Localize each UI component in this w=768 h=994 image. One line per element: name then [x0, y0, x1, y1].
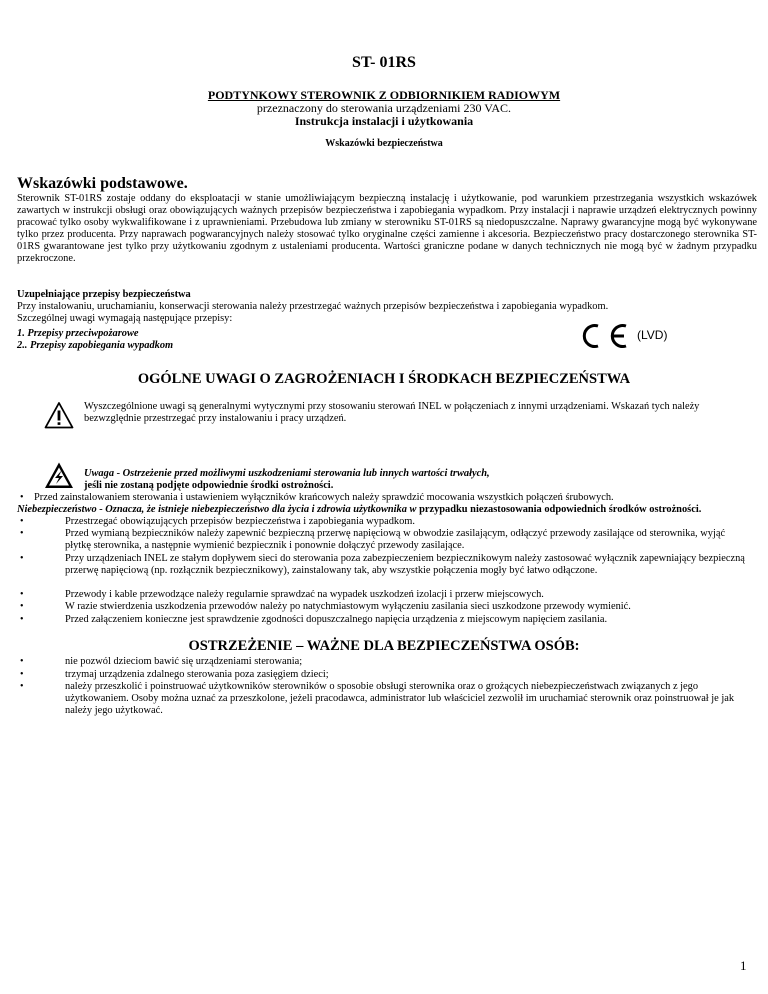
- product-name: PODTYNKOWY STEROWNIK Z ODBIORNIKIEM RADIOWYM: [207, 88, 561, 102]
- bullet-icon: •: [20, 492, 24, 503]
- list-item: W razie stwierdzenia uszkodzenia przewodów należy po natychmiastowym wyłączeniu zasilania sieci uszkodzone przewody wymienić.: [65, 601, 631, 612]
- manual-title: Instrukcja instalacji i użytkowania: [294, 114, 474, 128]
- document-title: ST- 01RS: [352, 54, 416, 71]
- warning-note: [84, 468, 756, 492]
- list-item: Przewody i kable przewodzące należy regularnie sprawdzać na wypadek uszkodzeń izolacji i przerw miejscowych.: [65, 589, 544, 600]
- warning-line2: jeśli nie zostaną podjęte odpowiednie środki ostrożności.: [84, 480, 334, 491]
- lvd-label: (LVD): [637, 328, 668, 342]
- list-item: Przed załączeniem konieczne jest sprawdzenie zgodności dopuszczalnego napięcia urządzenia z miejscowym napięciem zasilania.: [65, 614, 608, 625]
- bullet-icon: •: [20, 614, 24, 625]
- electric-hazard-icon: [44, 461, 74, 489]
- danger-note: [17, 504, 757, 516]
- basic-heading: Wskazówki podstawowe.: [17, 175, 188, 192]
- page-number: 1: [740, 958, 747, 973]
- safety-label: Wskazówki bezpieczeństwa: [325, 138, 443, 149]
- warning-triangle-icon: [44, 401, 74, 429]
- warning-line1: Uwaga - Ostrzeżenie przed możliwymi uszkodzeniami sterowania lub innych wartości trwałych,: [84, 468, 490, 479]
- basic-paragraph: Sterownik ST-01RS zostaje oddany do eksploatacji w stanie umożliwiającym bezpieczną instalację i użytkowanie, pod warunkiem przestrzegania wszystkich wskazówek zawartych w instrukcji obsługi oraz obowiązujących ważnych przepisów bezpieczeństwa i zapobiegania wypadkom. Przy instalacji i naprawie urządzeń elektrycznych powinny pracować tylko osoby wykwalifikowane i z uprawnieniami. Przebudowa lub zmiany w sterowniku ST-01RS są niedopuszczalne. Naprawy gwarancyjne mogą być wykonywane tylko przez producenta. Przy naprawach pogwarancyjnych należy stosować tylko oryginalne części zamienne i akcesoria. Bezpieczeństwo pracy dostarczonego sterownika ST-01RS gwarantowane jest tylko przy użytkowaniu zgodnym z ustaleniami producenta. Wartości graniczne podane w danych technicznych nie mogą być w żadnym przypadku przekroczone.: [17, 193, 757, 264]
- law-accident: 2.. Przepisy zapobiegania wypadkom: [17, 340, 174, 351]
- general-intro: Wyszczególnione uwagi są generalnymi wytycznymi przy stosowaniu sterowań INEL w połączeniach z innymi urządzeniami. Wskazań tych należy bezwzględnie przestrzegać przy instalowaniu i pracy urządzeń.: [84, 401, 700, 424]
- attention-text: Szczególnej uwagi wymagają następujące przepisy:: [17, 313, 233, 324]
- bullet-icon: •: [20, 656, 24, 667]
- supplement-text: Przy instalowaniu, uruchamianiu, konserwacji sterowania należy przestrzegać ważnych przepisów bezpieczeństwa i zapobiegania wypadkom.: [17, 301, 609, 312]
- list-item: trzymaj urządzenia zdalnego sterowania poza zasięgiem dzieci;: [65, 669, 329, 680]
- list-item: Przy urządzeniach INEL ze stałym dopływem sieci do sterowania poza zabezpieczeniem bezpiecznikowym należy zastosować wyłącznik zapewniający bezpieczną przerwę napięciową (np. rozłącznik bezpiecznikowy), zainstalowany tak, aby wszystkie połączenia mogły być łatwo odłączone.: [65, 553, 745, 576]
- ce-mark-icon: [578, 323, 636, 349]
- list-item: należy przeszkolić i poinstruować użytkowników sterowników o sposobie obsługi sterownika oraz o grożących niebezpieczeństwach związanych z jego użytkowaniem. Osoby można uznać za przeszkolone, jeżeli pracodawca, administrator lub właściciel zezwolił im uruchamiać sterownik oraz poinstruował je jak należy jego użytkować.: [65, 681, 735, 716]
- persons-heading: OSTRZEŻENIE – WAŻNE DLA BEZPIECZEŃSTWA OSÓB:: [188, 638, 580, 654]
- bullet-icon: •: [20, 681, 24, 692]
- danger-rest: przypadku niezastosowania odpowiednich środków ostrożności.: [416, 504, 702, 515]
- supplement-heading: Uzupełniające przepisy bezpieczeństwa: [17, 289, 191, 300]
- list-item: nie pozwól dzieciom bawić się urządzeniami sterowania;: [65, 656, 303, 667]
- bullet-before-install: Przed zainstalowaniem sterowania i ustawieniem wyłączników krańcowych należy sprawdzić mocowania wszystkich połączeń śrubowych.: [34, 492, 614, 503]
- bullet-icon: •: [20, 601, 24, 612]
- law-fire: 1. Przepisy przeciwpożarowe: [17, 328, 139, 339]
- general-heading: OGÓLNE UWAGI O ZAGROŻENIACH I ŚRODKACH BEZPIECZEŃSTWA: [137, 371, 631, 387]
- bullet-icon: •: [20, 553, 24, 564]
- bullet-icon: •: [20, 669, 24, 680]
- bullet-icon: •: [20, 516, 24, 527]
- list-item: Przestrzegać obowiązujących przepisów bezpieczeństwa i zapobiegania wypadkom.: [65, 516, 415, 527]
- bullet-icon: •: [20, 589, 24, 600]
- product-purpose: przeznaczony do sterowania urządzeniami 230 VAC.: [256, 101, 512, 115]
- danger-italic: Niebezpieczeństwo - Oznacza, że istnieje niebezpieczeństwo dla życia i zdrowia użytkownika w: [17, 504, 417, 515]
- list-item: Przed wymianą bezpieczników należy zapewnić bezpieczną przerwę napięciową w obwodzie zasilającym, odłączyć przewody zasilające od sterownika, wyjąć płytkę sterownika, a następnie wymienić bezpiecznik i ponownie dołączyć przewody zasilające.: [65, 528, 726, 551]
- bullet-icon: •: [20, 528, 24, 539]
